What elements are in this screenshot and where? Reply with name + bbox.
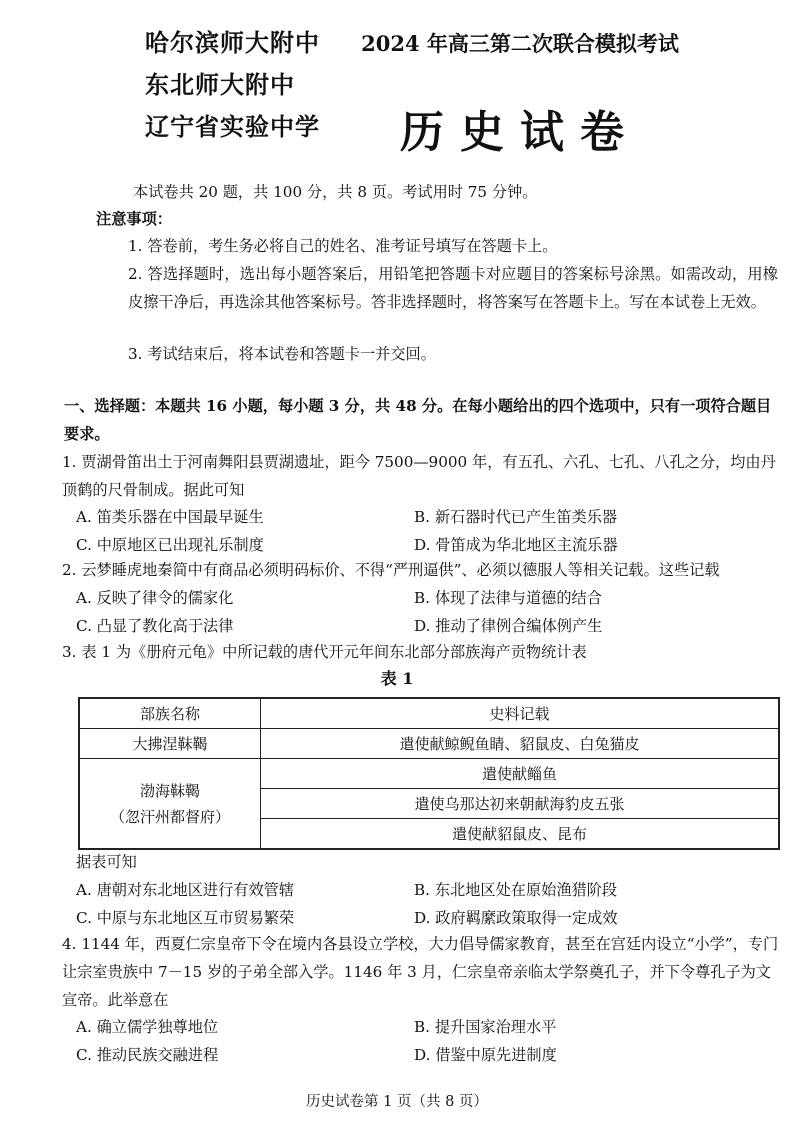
option-d: D. 骨笛成为华北地区主流乐器: [414, 536, 618, 554]
tribe-subname: （忽汗州都督府）: [109, 807, 230, 826]
tribute-table: [78, 697, 780, 850]
option-c: C. 中原与东北地区互市贸易繁荣: [76, 909, 295, 927]
tribe-name: 渤海靺鞨: [139, 781, 200, 800]
notice-item: 2. 答选择题时，选出每小题答案后，用铅笔把答题卡对应题目的答案标号涂黑。如需改动，用橡皮擦干净后，再选涂其他答案标号。答非选择题时，将答案写在答题卡上。写在本试卷上无效。: [128, 265, 778, 311]
table-header: 史料记载: [261, 698, 780, 729]
table-caption: 表 1: [380, 669, 414, 688]
table-cell: 遣使献鲸鲵鱼睛、貂鼠皮、白兔猫皮: [261, 729, 780, 759]
option-d: D. 推动了律例合编体例产生: [414, 617, 603, 635]
option-a: A. 反映了律令的儒家化: [76, 589, 234, 607]
question-stem: 3. 表 1 为《册府元龟》中所记载的唐代开元年间东北部分部族海产贡物统计表: [62, 643, 587, 661]
question-stem: 2. 云梦睡虎地秦简中有商品必须明码标价、不得“严刑逼供”、必须以德服人等相关记载。这些记载: [62, 561, 720, 579]
option-b: B. 体现了法律与道德的结合: [414, 589, 602, 607]
exam-intro: 本试卷共 20 题，共 100 分，共 8 页。考试用时 75 分钟。: [133, 183, 538, 201]
exam-title: 2024 年高三第二次联合模拟考试: [361, 31, 679, 56]
notice-item: 3. 考试结束后，将本试卷和答题卡一并交回。: [128, 345, 436, 363]
question-stem: 1. 贾湖骨笛出土于河南舞阳县贾湖遗址，距今 7500—9000 年，有五孔、六孔、七孔、八孔之分，均由丹顶鹤的尺骨制成。据此可知: [62, 453, 776, 499]
option-d: D. 政府羁縻政策取得一定成效: [414, 909, 618, 927]
table-cell: 大拂涅靺鞨: [79, 729, 261, 759]
table-cell: 遣使献鲻鱼: [261, 759, 780, 789]
school-name: 辽宁省实验中学: [145, 113, 320, 141]
subject-title: 历史试卷: [400, 107, 640, 158]
notice-heading: 注意事项：: [96, 210, 172, 228]
option-c: C. 推动民族交融进程: [76, 1046, 219, 1064]
table-cell: 遣使献貂鼠皮、昆布: [261, 819, 780, 850]
table-row: [79, 729, 779, 759]
table-cell: [79, 759, 261, 850]
option-c: C. 凸显了教化高于法律: [76, 617, 234, 635]
table-row: [79, 759, 779, 789]
option-a: A. 笛类乐器在中国最早诞生: [76, 508, 264, 526]
school-name: 哈尔滨师大附中: [145, 29, 320, 57]
section-heading: 一、选择题：本题共 16 小题，每小题 3 分，共 48 分。在每小题给出的四个选项中，只有一项符合题目要求。: [64, 397, 772, 443]
question-stem: 4. 1144 年，西夏仁宗皇帝下令在境内各县设立学校，大力倡导儒家教育，甚至在宫廷内设立“小学”，专门让宗室贵族中 7－15 岁的子弟全部入学。1146 年 3 月，仁宗皇帝亲临太学祭奠孔子，并下令尊孔子为文宣帝。此举意在: [62, 935, 779, 1009]
option-b: B. 东北地区处在原始渔猎阶段: [414, 881, 618, 899]
page-footer: 历史试卷第 1 页（共 8 页）: [306, 1094, 488, 1110]
option-a: A. 确立儒学独尊地位: [76, 1018, 219, 1036]
school-list: [145, 22, 335, 148]
notice-item: 1. 答卷前，考生务必将自己的姓名、准考证号填写在答题卡上。: [128, 237, 558, 255]
option-a: A. 唐朝对东北地区进行有效管辖: [76, 881, 295, 899]
question-followup: 据表可知: [76, 853, 137, 871]
option-b: B. 新石器时代已产生笛类乐器: [414, 508, 618, 526]
option-c: C. 中原地区已出现礼乐制度: [76, 536, 264, 554]
table-header: 部族名称: [79, 698, 261, 729]
school-name: 东北师大附中: [145, 71, 295, 99]
table-cell: 遣使乌那达初来朝献海豹皮五张: [261, 789, 780, 819]
table-header-row: [79, 698, 779, 729]
option-b: B. 提升国家治理水平: [414, 1018, 557, 1036]
option-d: D. 借鉴中原先进制度: [414, 1046, 557, 1064]
